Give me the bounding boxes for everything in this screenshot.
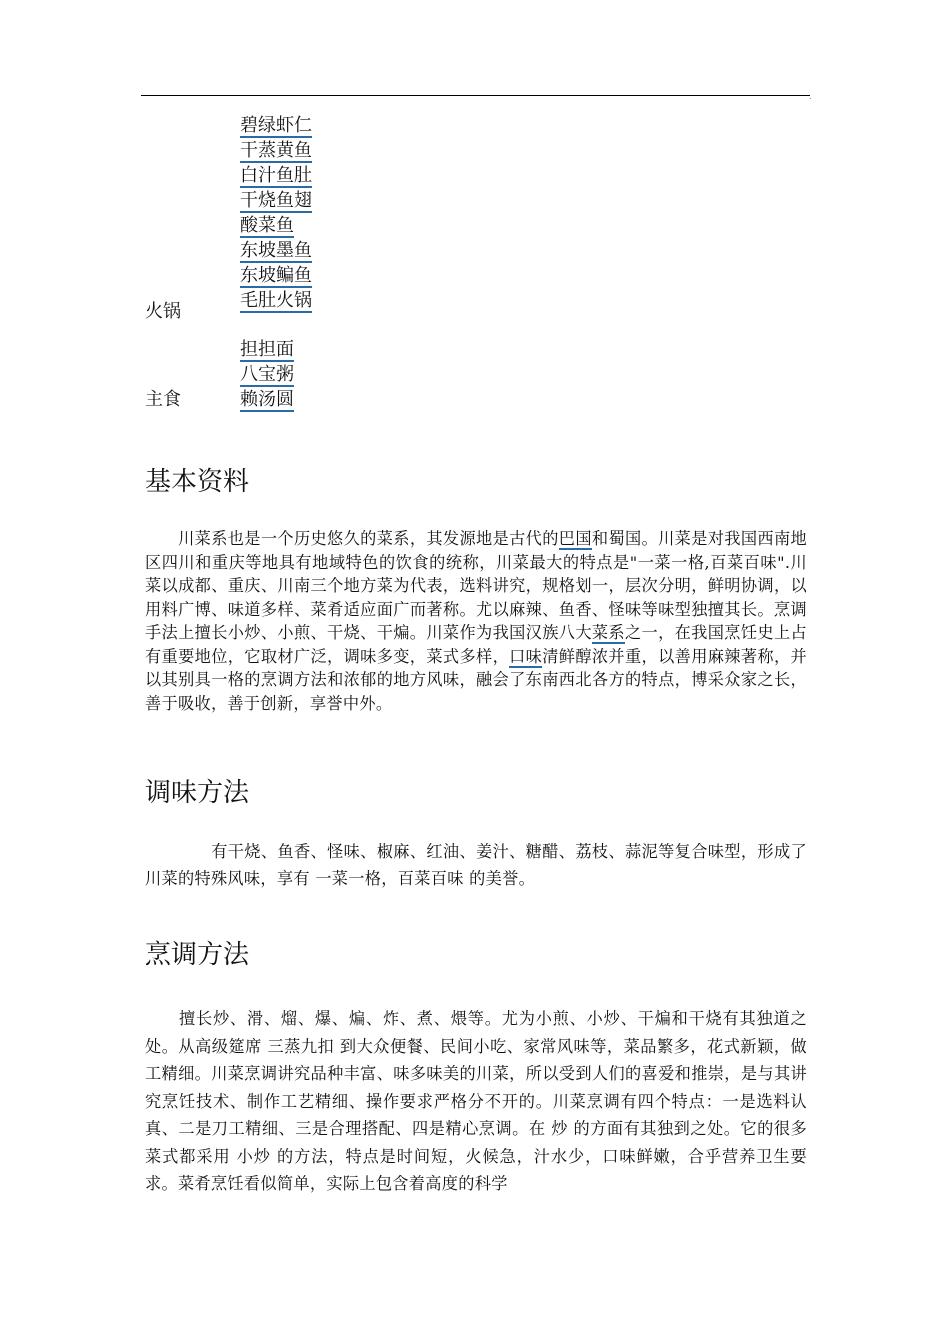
header-rule-mark: . [809, 92, 812, 101]
list-item[interactable] [240, 213, 312, 238]
dish-list [240, 113, 312, 313]
section-body-basic [145, 527, 807, 715]
dish-link[interactable]: 担担面 [240, 339, 294, 360]
dish-link[interactable]: 毛肚火锅 [240, 290, 312, 311]
dish-link[interactable]: 干蒸黄鱼 [240, 140, 312, 161]
dish-link[interactable]: 赖汤圆 [240, 389, 294, 410]
list-item[interactable] [240, 387, 294, 412]
text-run: 之一，在我国烹饪史上占有重要地位，它取材广泛，调味多变，菜式多样， [145, 623, 807, 666]
list-item[interactable] [240, 113, 312, 138]
section-body-seasoning: 有干烧、鱼香、怪味、椒麻、红油、姜汁、糖醋、荔枝、蒜泥等复合味型，形成了川菜的特殊风味，享有 一菜一格，百菜百味 的美誉。 [145, 842, 807, 888]
dish-link[interactable]: 东坡墨鱼 [240, 240, 312, 261]
link-baguo[interactable]: 巴国 [558, 529, 592, 548]
dish-link[interactable]: 酸菜鱼 [240, 215, 294, 236]
list-item[interactable] [240, 238, 312, 263]
text-run: 川菜系也是一个历史悠久的菜系，其发源地是古代的 [145, 529, 559, 548]
link-kouwei[interactable]: 口味 [509, 646, 543, 666]
list-item[interactable] [240, 263, 312, 288]
dish-list [240, 337, 294, 412]
section-body-cooking: 擅长炒、滑、熘、爆、煸、炸、煮、煨等。尤为小煎、小炒、干煸和干烧有其独道之处。从高级筵席 三蒸九扣 到大众便餐、民间小吃、家常风味等，菜品繁多，花式新颖，做工精细。川菜烹调讲究品种丰富、味多味美的川菜，所以受到人们的喜爱和推崇，是与其讲究烹饪技术、制作工艺精细、操作要求严格分不开的。川菜烹调有四个特点：一是选料认真、二是刀工精细、三是合理搭配、四是精心烹调。在 炒 的方面有其独到之处。它的很多菜式都采用 小炒 的方法，特点是时间短，火候急，汁水少，口味鲜嫩，合乎营养卫生要求。菜肴烹饪看似简单，实际上包含着高度的科学 [145, 1009, 807, 1193]
dish-link[interactable]: 白汁鱼肚 [240, 165, 312, 186]
list-item[interactable] [240, 288, 312, 313]
list-item[interactable] [240, 362, 294, 387]
header-rule [141, 95, 810, 96]
section-title-basic: 基本资料 [145, 467, 250, 497]
category-label: 主食 [145, 389, 181, 410]
text-run: 和蜀国。川菜是对我国西南地区四川和重庆等地具有地域特色的饮食的统称，川菜最大的特点是"一菜一格,百菜百味".川菜以成都、重庆、川南三个地方菜为代表，选料讲究，规格划一，层次分明，鲜明协调，以用料广博、味道多样、菜肴适应面广而著称。尤以麻辣、鱼香、怪味等味型独擅其长。烹调手法上擅长小炒、小煎、干烧、干煸。川菜作为我国汉族八大 [145, 529, 807, 642]
category-label: 火锅 [145, 301, 181, 322]
dish-link[interactable]: 东坡鳊鱼 [240, 265, 312, 286]
list-item[interactable] [240, 337, 294, 362]
section-title-cooking: 烹调方法 [145, 940, 250, 970]
dish-link[interactable]: 干烧鱼翅 [240, 190, 312, 211]
dish-link[interactable]: 八宝粥 [240, 364, 294, 385]
text-run: 清鲜醇浓并重，以善用麻辣著称，并以其别具一格的烹调方法和浓郁的地方风味，融会了东南西北各方的特点，博采众家之长，善于吸收，善于创新，享誉中外。 [145, 646, 807, 713]
list-item[interactable] [240, 188, 312, 213]
link-caixi[interactable]: 菜系 [591, 623, 625, 642]
list-item[interactable] [240, 163, 312, 188]
section-title-seasoning: 调味方法 [145, 778, 250, 808]
list-item[interactable] [240, 138, 312, 163]
dish-link[interactable]: 碧绿虾仁 [240, 115, 312, 136]
